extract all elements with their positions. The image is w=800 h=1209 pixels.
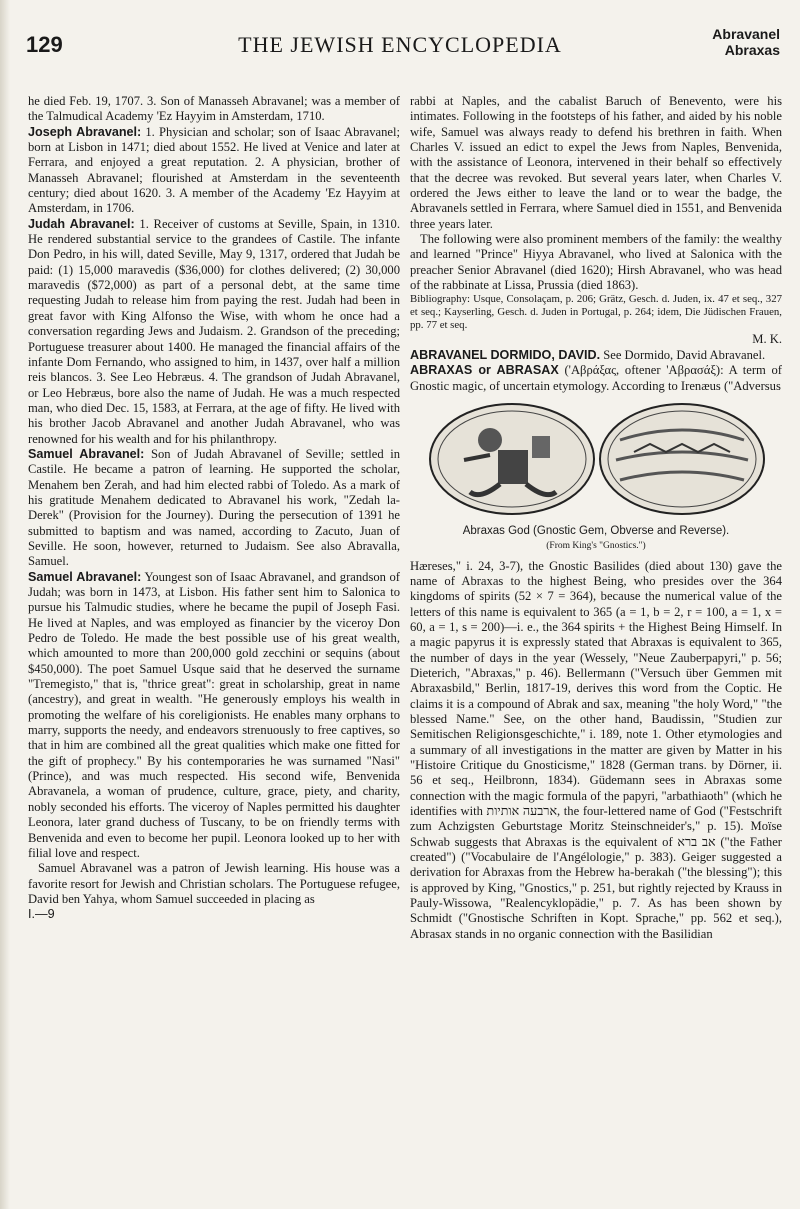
abraxas-gem-figure (410, 400, 782, 520)
entry-dormido (410, 348, 782, 363)
catchword-last: Abraxas (724, 42, 780, 58)
entry-heading: ABRAXAS or ABRASAX (410, 363, 559, 378)
gem-illustration (420, 400, 770, 518)
signature-mark: I.—9 (28, 907, 55, 922)
paragraph: rabbi at Naples, and the cabalist Baruch of Benevento, were his intimates. Following in the footsteps of his father, and aided by his noble wife, Samuel was always ready to defend his brethren in faith. When Charles V. issued an edict to expel the Jews from Naples, Benvenida, with the assistance of Leonora, intervened in their behalf so effectively that the decree was revoked. But several years later, when Charles V. ordered the Jews either to leave the land or to wear the badge, the Abravanels settled in Ferrara, where Samuel died in 1551, and Benvenida three years later. (410, 94, 782, 231)
running-title: THE JEWISH ENCYCLOPEDIA (238, 32, 562, 57)
entry-samuel-1 (28, 447, 400, 570)
page-number: 129 (26, 32, 63, 57)
bibliography: Bibliography: Usque, Consolaçam, p. 206; Grätz, Gesch. d. Juden, ix. 47 et seq., 327 et seq.; Kayserling, Gesch. d. Juden in Portugal, p. 264; idem, Die Jüdischen Frauen, pp. 77 et seq. (410, 293, 782, 332)
right-column (410, 94, 782, 942)
entry-text: 1. Receiver of customs at Seville, Spain, in 1310. He rendered substantial service to the grandees of Castile. The infante Don Pedro, in his will, dated Seville, May 9, 1317, ordered that Judah be paid: (1) 15,000 maravedis ($36,000) for clothes delivered; (2) 30,000 maravedis ($72,000) as part of a personal debt, at the same time requesting Judah to release him from paying the rest. Judah had been in great favor with King Alfonso the Wise, with whom he once had a conversation regarding Jews and Judaism. 2. Grandson of the preceding; Portuguese treasurer about 1400. He managed the financial affairs of the infante Dom Fernando, who assigned to him, in 1437, over half a million reis blancos. 3. See Leo Hebræus. 4. The grandson of Judah Abravanel, or Leo Hebræus, bore also the name of Judah. He was a much respected man, who died Dec. 15, 1583, at Ferrara, at the age of fifty. He lived with his brother Jacob Abravanel and another Judah Abravanel, who was renowned for his wealth and for his philanthropy. (28, 216, 400, 446)
catchword-first: Abravanel (712, 26, 780, 42)
entry-text: ('Αβράξας, oftener 'Αβρασάξ): A term of Gnostic magic, of uncertain etymology. According to Irenæus ("Adversus (410, 363, 782, 393)
entry-text: 1. Physician and scholar; son of Isaac Abravanel; born at Lisbon in 1471; died about 1552. He lived at Venice and later at Ferrara, and enjoyed a great reputation. 2. A physician, brother of Manasseh Abravanel; flourished at Amsterdam in the seventeenth century; died about 1620. 3. A member of the Academy 'Ez Hayyim at Amsterdam, in 1706. (28, 124, 400, 216)
entry-heading: Judah Abravanel: (28, 216, 135, 231)
figure-source: (From King's "Gnostics.") (546, 541, 646, 552)
entry-text: Son of Judah Abravanel of Seville; settled in Castile. He became a patron of learning. He supported the scholar, Menahem ben Zerah, and had him elected rabbi of Toledo. As a mark of his gratitude Menahem dedicated to Abravanel his work, "Zedah la-Derek" (Provision for the Journey). During the persecution of 1391 he submitted to baptism and was named, according to Zacuto, Juan of Seville. He soon, however, returned to Judaism. See also Abravalla, Samuel. (28, 446, 401, 569)
entry-judah (28, 217, 400, 447)
entry-abraxas (410, 363, 782, 394)
paragraph: Hæreses," i. 24, 3-7), the Gnostic Basilides (died about 130) gave the name of Abraxas to the highest Being, who presides over the 364 kingdoms of spirits (52 × 7 = 364), because the numerical value of the letters of this name is equivalent to 365 (a = 1, b = 2, r = 100, a = 1, x = 60, a = 1, s = 200)—i. e., the 364 spirits + the Highest Being Himself. In a magic papyrus it is expressly stated that Abraxas is equivalent to 365, the number of days in the year (Wessely, "Neue Zauberpapyri," p. 56; Dieterich, "Abraxas," p. 46). Bellermann ("Versuch über Gemmen mit Abraxasbild," Berlin, 1817-19, derives this word from the Coptic. He claims it is a compound of Abrak and sax, meaning "the holy Word," "the blessed Name." See, on the other hand, Baudissin, "Studien zur Semitischen Religionsgeschichte," i. 189, note 1. Other etymologies and a summary of all investigations in the matter are given by Matter in his "Histoire Critique du Gnosticisme," 1828 (German trans. by Dörner, ii. 56 et seq., Heilbronn, 1834). Güdemann sees in Abraxas some connection with the magic formula of the papyri, "arbathiaoth" (which he identifies with ארבעה אותיות, the four-lettered name of God ("Festschrift zum Achzigsten Geburtstage Moritz Steinschneider's," p. 15). Moïse Schwab suggests that Abraxas is the equivalent of אב ברא ("the Father created") ("Vocabulaire de l'Angélologie," p. 383). Geiger suggested a derivation for Abraxas from the Hebrew ha-berakah ("the blessing"); this is approved by King, "Gnostics," p. 251, but rightly rejected by Krauss in Pauly-Wissowa, "Realencyklopädie," p. 7. As has been shown by Schmidt ("Gnostische Schriften in Kopt. Sprache," pp. 562 et seq.), Abrasax stands in no organic connection with the Basilidian (410, 558, 782, 941)
paragraph: he died Feb. 19, 1707. 3. Son of Manasseh Abravanel; was a member of the Talmudical Academy 'Ez Hayyim in Amsterdam, 1710. (28, 94, 400, 124)
entry-samuel-2 (28, 570, 400, 862)
left-column (28, 94, 400, 923)
paragraph: The following were also prominent members of the family: the wealthy and learned "Prince" Hiyya Abravanel, who lived at Salonica with the preacher Senior Abravanel (died 1620); Hirsh Abravanel, who was head of the rabbinate at Lissa, Prussia (died 1863). (410, 232, 782, 293)
author-signature: M. K. (752, 332, 782, 347)
entry-heading: Joseph Abravanel: (28, 124, 142, 139)
catchwords (712, 26, 780, 58)
entry-heading: Samuel Abravanel: (28, 446, 145, 461)
entry-heading: ABRAVANEL DORMIDO, DAVID. (410, 347, 601, 362)
entry-heading: Samuel Abravanel: (28, 569, 142, 584)
paragraph: Samuel Abravanel was a patron of Jewish learning. His house was a favorite resort for Jewish and Christian scholars. The Portuguese refugee, David ben Yahya, whom Samuel succeeded in placing as (28, 861, 400, 906)
entry-joseph (28, 125, 400, 217)
page-edge-shadow (0, 0, 10, 1209)
entry-text: See Dormido, David Abravanel. (600, 347, 766, 362)
entry-text: Youngest son of Isaac Abravanel, and grandson of Judah; was born in 1473, at Lisbon. His father sent him to Salonica to pursue his Talmudic studies, where he became the pupil of Joseph Fasi. He lived at Naples, and was employed as financier by the viceroy Don Pedro de Toledo. He made the best possible use of his great wealth, which amounted to more than 200,000 gold zecchini or sequins (about $450,000). The poet Samuel Usque said that he deserved the surname "Tremegisto," that is, "thrice great": great in scholarship, great in name (ancestry), and great in wealth. "He generously employs his wealth in promoting the welfare of his coreligionists. He enables many orphans to marry, supports the needy, and endeavors strenuously to free captives, so that in him are combined all the great qualities which make one fitted for the gift of prophecy." By his contemporaries he was surnamed "Nasi" (Prince), and was much respected. His second wife, Benvenida Abravanela, a woman of prudence, culture, grace, piety, and charity, nobly seconded his efforts. The viceroy of Naples permitted his daughter Leonora, later grand duchess of Tuscany, to be on friendly terms with Benvenida and even to become her pupil. Leonora looked up to her with filial love and respect. (28, 569, 401, 860)
figure-caption: Abraxas God (Gnostic Gem, Obverse and Reverse). (462, 524, 730, 537)
page-header (20, 22, 780, 78)
